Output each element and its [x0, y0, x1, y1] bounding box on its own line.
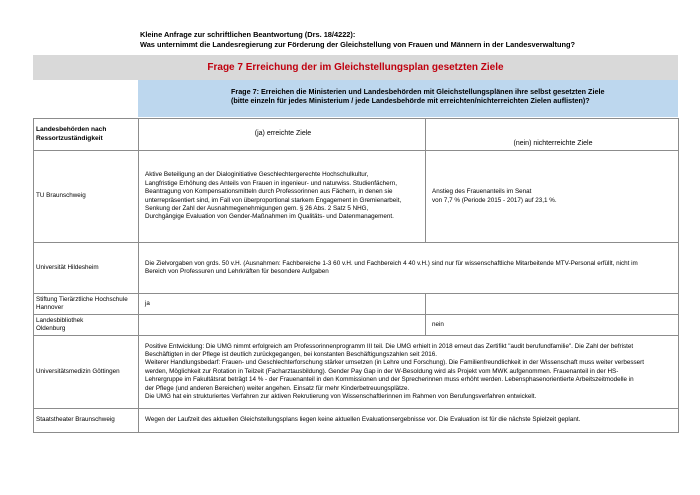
not-achieved-cell	[426, 294, 679, 315]
table-header-row	[34, 119, 679, 151]
table-row	[34, 409, 679, 433]
table-row	[34, 336, 679, 409]
combined-cell: Wegen der Laufzeit des aktuellen Gleichstellungsplans liegen keine aktuellen Evaluationsergebnisse vor. Die Evaluation ist für die nächste Spielzeit geplant.	[139, 409, 679, 433]
table-row	[34, 243, 679, 294]
achieved-cell: ja	[139, 294, 426, 315]
authority-cell: Universität Hildesheim	[34, 243, 139, 294]
achieved-cell: Aktive Beteiligung an der Dialoginitiative Geschlechtergerechte Hochschulkultur, Langfristige Erhöhung des Anteils von Frauen in ingenieur- und naturwiss. Studienfächern, Beantragung von Kompensationsmitteln durch Professorinnen aus Fächern, in denen sie unterrepräsentiert sind, im Fall von überproportional starkem Engagement in Gremienarbeit, Senkung der Zahl der Ausnahmegenehmigungen gem. § 26 Abs. 2 Satz 5 NHG, Durchgängige Evaluation von Gender-Maßnahmen im Qualitäts- und Datenmanagement.	[139, 151, 426, 243]
combined-cell: Positive Entwicklung: Die UMG nimmt erfolgreich am Professorinnenprogramm III teil. Die UMG erhielt in 2018 erneut das Zertifikt "audit berufundfamilie". Die Zahl der befristet Beschäftigten in der Pflege ist deutlich zurückgegangen, bei konstanten Beschäftigungszahlen seit 2016. Weiterer Handlungsbedarf: Frauen- und Geschlechterforschung stärker umsetzen (in Lehre und Forschung). Die Familienfreundlichkeit in der Wissenschaft muss weiter verbessert werden, Möglichkeit zur Rotation in Teilzeit (Facharztausbildung). Gender Pay Gap in der W-Besoldung wird als Projekt vom MWK aufgenommen. Frauenanteil in der HS- Lehrergruppe im Fakultätsrat beträgt 14 % - der Frauenanteil in den Kommissionen und der Sprecherinnen muss erhöht werden. Lebensphasenorientierte Arbeitszeitmodelle in der Pflege (und anderen Bereichen) weiter angehen. Einsatz für mehr Kinderbetreuungsplätze. Die UMG hat ein strukturiertes Verfahren zur aktiven Rekrutierung von Wissenschaftlerinnen im Rahmen von Berufungsverfahren entwickelt.	[139, 336, 679, 409]
achieved-cell	[139, 315, 426, 336]
document-header	[140, 30, 680, 50]
inquiry-title: Was unternimmt die Landesregierung zur Förderung der Gleichstellung von Frauen und Männern in der Landesverwaltung?	[140, 40, 576, 49]
authority-cell: Universitätsmedizin Göttingen	[34, 336, 139, 409]
section-title-bar	[33, 55, 678, 80]
header-achieved: (ja) erreichte Ziele	[139, 119, 426, 151]
question-line-2: (bitte einzeln für jedes Ministerium / jede Landesbehörde mit erreichten/nichterreichten Zielen auflisten)?	[231, 96, 590, 105]
question-line-1: Frage 7: Erreichen die Ministerien und Landesbehörden mit Gleichstellungsplänen ihre selbst gesetzten Ziele	[231, 87, 605, 96]
goals-table	[33, 118, 679, 433]
question-box	[138, 80, 678, 117]
not-achieved-cell: Anstieg des Frauenanteils im Senat von 7,7 % (Periode 2015 - 2017) auf 23,1 %.	[426, 151, 679, 243]
inquiry-reference: Kleine Anfrage zur schriftlichen Beantwortung (Drs. 18/4222):	[140, 30, 356, 39]
table-row	[34, 294, 679, 315]
table-row	[34, 151, 679, 243]
section-title: Frage 7 Erreichung der im Gleichstellungsplan gesetzten Ziele	[207, 62, 504, 73]
authority-cell: Staatstheater Braunschweig	[34, 409, 139, 433]
table-row	[34, 315, 679, 336]
not-achieved-cell: nein	[426, 315, 679, 336]
authority-cell: Stiftung Tierärztliche Hochschule Hannover	[34, 294, 139, 315]
combined-cell: Die Zielvorgaben von grds. 50 v.H. (Ausnahmen: Fachbereiche 1-3 60 v.H. und Fachbereich 4 40 v.H.) sind nur für wissenschaftliche Mitarbeitende MTV-Personal erfüllt, nicht im Bereich von Professuren und Lehrkräften für besondere Aufgaben	[139, 243, 679, 294]
header-authority: Landesbehörden nach Ressortzuständigkeit	[34, 119, 139, 151]
authority-cell: TU Braunschweig	[34, 151, 139, 243]
header-not-achieved: (nein) nichterreichte Ziele	[426, 119, 679, 151]
authority-cell: Landesbibliothek Oldenburg	[34, 315, 139, 336]
